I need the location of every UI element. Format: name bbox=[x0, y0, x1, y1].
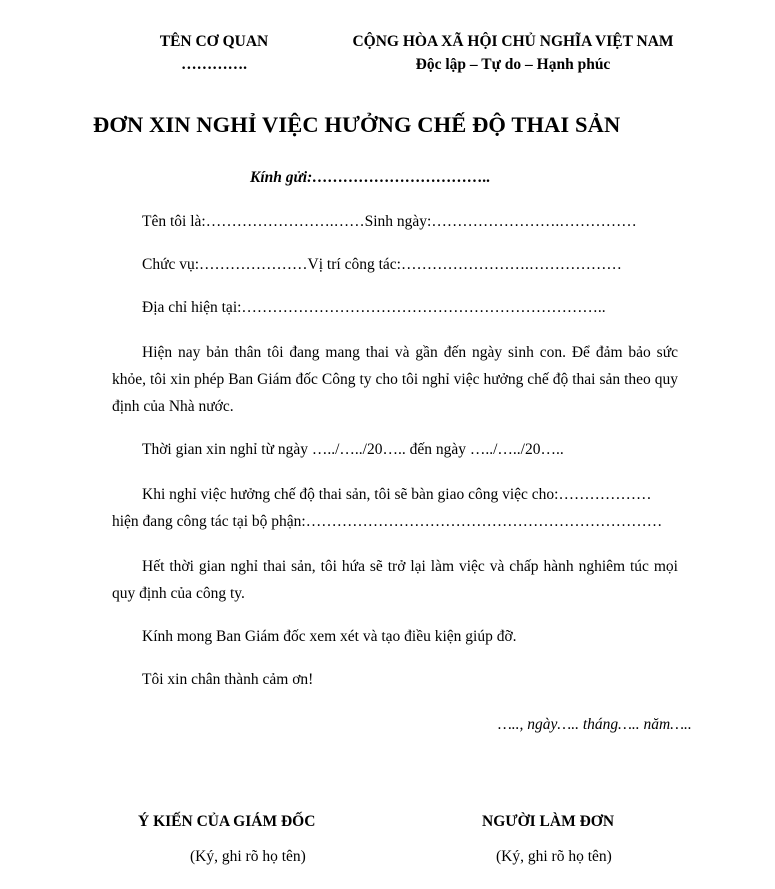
position-workplace-field: Chức vụ:…………………Vị trí công tác:…………………….……………… bbox=[142, 256, 622, 273]
date-line: ….., ngày….. tháng….. năm….. bbox=[498, 716, 692, 733]
applicant-signature-note: (Ký, ghi rõ họ tên) bbox=[496, 848, 612, 865]
document-title: ĐƠN XIN NGHỈ VIỆC HƯỞNG CHẾ ĐỘ THAI SẢN bbox=[93, 112, 621, 137]
commitment-paragraph bbox=[112, 553, 678, 607]
director-signature-title: Ý KIẾN CỦA GIÁM ĐỐC bbox=[138, 813, 316, 830]
reason-text: Hiện nay bản thân tôi đang mang thai và gần đến ngày sinh con. Để đảm bảo sức khỏe, tôi xin phép Ban Giám đốc Công ty cho tôi nghỉ việc hưởng chế độ thai sản theo quy định của Nhà nước. bbox=[112, 344, 678, 415]
recipient-line: Kính gửi:…………………………….. bbox=[250, 169, 491, 186]
thanks-line: Tôi xin chân thành cảm ơn! bbox=[142, 671, 314, 688]
address-field: Địa chỉ hiện tại:…………………………………………………………….. bbox=[142, 299, 606, 316]
handover-line-2: hiện đang công tác tại bộ phận:…………………………………………………………… bbox=[112, 513, 663, 530]
commitment-text: Hết thời gian nghỉ thai sản, tôi hứa sẽ trở lại làm việc và chấp hành nghiêm túc mọi quy định của công ty. bbox=[112, 558, 678, 602]
name-birthdate-field: Tên tôi là:…………………….……Sinh ngày:…………………….…………… bbox=[142, 213, 637, 230]
director-signature-note: (Ký, ghi rõ họ tên) bbox=[190, 848, 306, 865]
request-line: Kính mong Ban Giám đốc xem xét và tạo điều kiện giúp đỡ. bbox=[142, 628, 517, 645]
national-title: CỘNG HÒA XÃ HỘI CHỦ NGHĨA VIỆT NAM bbox=[352, 33, 674, 50]
reason-paragraph bbox=[112, 339, 678, 420]
applicant-signature-title: NGƯỜI LÀM ĐƠN bbox=[482, 813, 615, 830]
handover-line-1: Khi nghỉ việc hưởng chế độ thai sản, tôi sẽ bàn giao công việc cho:……………… bbox=[142, 486, 652, 503]
national-motto: Độc lập – Tự do – Hạnh phúc bbox=[415, 56, 611, 73]
leave-period-line: Thời gian xin nghỉ từ ngày …../…../20….. đến ngày …../…../20….. bbox=[142, 441, 564, 458]
agency-placeholder: …………. bbox=[181, 56, 247, 73]
agency-label: TÊN CƠ QUAN bbox=[159, 33, 269, 50]
